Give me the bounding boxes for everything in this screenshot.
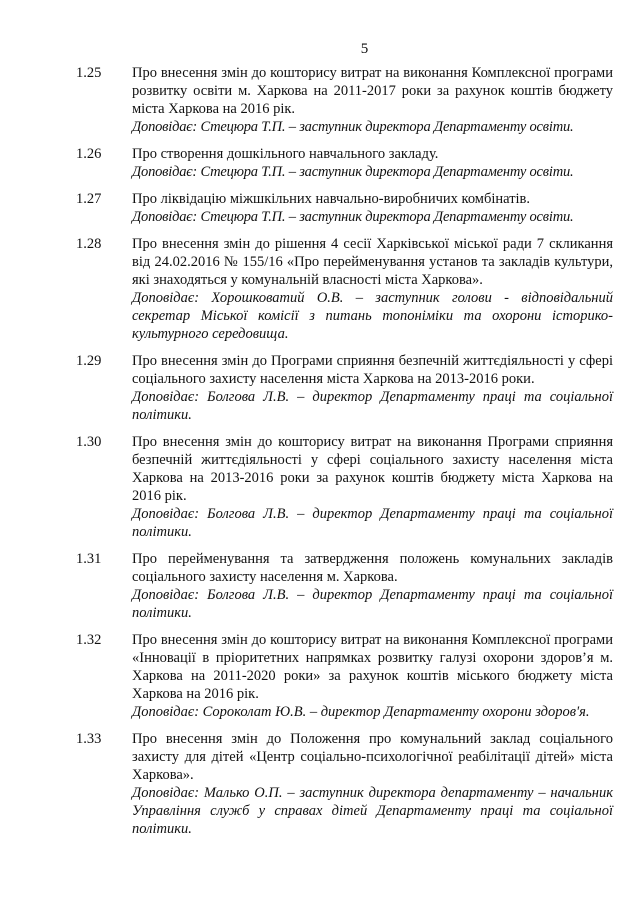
item-title: Про внесення змін до кошторису витрат на виконання Програми сприяння безпечній життєдіяльності у сфері соціального захисту населення міста Харкова на 2013-2016 роки за рахунок коштів бюджету міста Харкова на 2016 рік. <box>132 434 613 504</box>
agenda-item <box>76 235 613 343</box>
item-number: 1.26 <box>76 146 102 162</box>
agenda-item <box>76 433 613 541</box>
item-title: Про внесення змін до рішення 4 сесії Харківської міської ради 7 скликання від 24.02.2016 № 155/16 «Про перейменування установ та закладів культури, які знаходяться у комунальній власності міста Харкова». <box>132 236 613 288</box>
item-speaker: Доповідає: Болгова Л.В. – директор Департаменту праці та соціальної політики. <box>132 506 613 540</box>
item-title: Про перейменування та затвердження положень комунальних закладів соціального захисту населення м. Харкова. <box>132 551 613 585</box>
item-speaker: Доповідає: Болгова Л.В. – директор Департаменту праці та соціальної політики. <box>132 389 613 423</box>
item-title: Про створення дошкільного навчального закладу. <box>132 146 439 162</box>
agenda-item <box>76 631 613 721</box>
item-speaker: Доповідає: Хорошковатий О.В. – заступник голови - відповідальний секретар Міської комісії з питань топоніміки та охорони історико-культурного середовища. <box>132 290 613 342</box>
item-number: 1.29 <box>76 353 102 369</box>
agenda-item <box>76 145 613 181</box>
agenda-item <box>76 64 613 136</box>
item-title: Про внесення змін до кошторису витрат на виконання Комплексної програми «Інновації в пріоритетних напрямках розвитку галузі охорони здоров’я м. Харкова на 2011-2020 роки» за рахунок коштів міського бюджету міста Харкова на 2016 рік. <box>132 632 613 702</box>
item-speaker: Доповідає: Болгова Л.В. – директор Департаменту праці та соціальної політики. <box>132 587 613 621</box>
item-speaker: Доповідає: Стецюра Т.П. – заступник директора Департаменту освіти. <box>132 164 574 180</box>
item-title: Про внесення змін до Положення про комунальний заклад соціального захисту для дітей «Центр соціально-психологічної реабілітації дітей» міста Харкова». <box>132 731 613 783</box>
page-number: 5 <box>360 41 369 57</box>
item-number: 1.27 <box>76 191 102 207</box>
item-title: Про ліквідацію міжшкільних навчально-виробничих комбінатів. <box>132 191 531 207</box>
agenda-item <box>76 190 613 226</box>
item-number: 1.31 <box>76 551 102 567</box>
item-speaker: Доповідає: Стецюра Т.П. – заступник директора Департаменту освіти. <box>132 209 574 225</box>
item-number: 1.30 <box>76 434 102 450</box>
item-speaker: Доповідає: Сороколат Ю.В. – директор Департаменту охорони здоров'я. <box>132 704 590 720</box>
item-speaker: Доповідає: Стецюра Т.П. – заступник директора Департаменту освіти. <box>132 119 574 135</box>
agenda-item <box>76 550 613 622</box>
item-title: Про внесення змін до кошторису витрат на виконання Комплексної програми розвитку освіти м. Харкова на 2011-2017 роки за рахунок коштів бюджету міста Харкова на 2016 рік. <box>132 65 613 117</box>
item-number: 1.25 <box>76 65 102 81</box>
item-title: Про внесення змін до Програми сприяння безпечній життєдіяльності у сфері соціального захисту населення міста Харкова на 2013-2016 роки. <box>132 353 613 387</box>
agenda-item <box>76 730 613 838</box>
item-number: 1.28 <box>76 236 102 252</box>
item-number: 1.33 <box>76 731 102 747</box>
item-speaker: Доповідає: Малько О.П. – заступник директора департаменту – начальник Управління служб у справах дітей Департаменту праці та соціальної політики. <box>132 785 613 837</box>
item-number: 1.32 <box>76 632 102 648</box>
agenda-item <box>76 352 613 424</box>
